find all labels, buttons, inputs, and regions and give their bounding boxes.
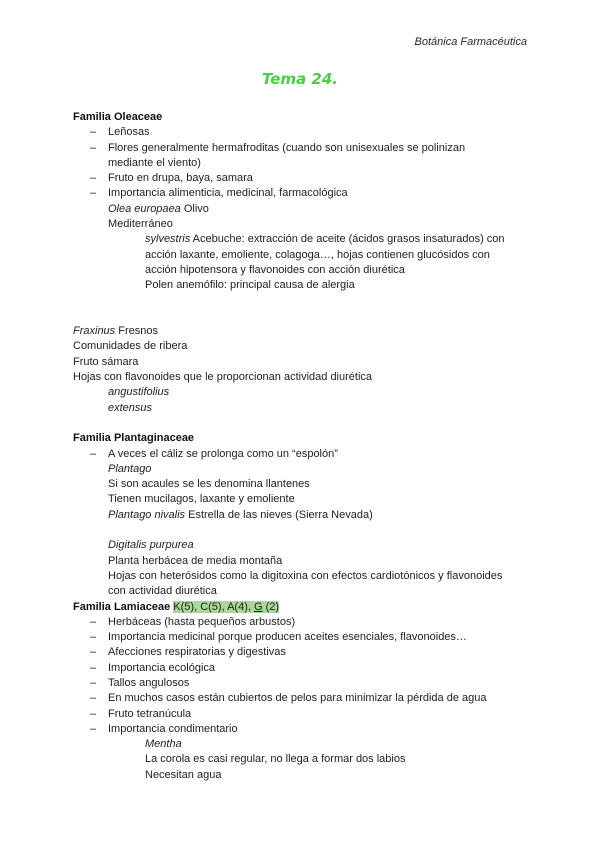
- list-item: – Importancia ecológica: [73, 661, 543, 676]
- text-line: Si son acaules se les denomina llantenes: [108, 478, 310, 491]
- text-line: Comunidades de ribera: [73, 340, 188, 353]
- text-line: Necesitan agua: [145, 768, 222, 781]
- list-item-continuation: mediante el viento): [108, 156, 201, 169]
- species-name: Plantago nivalis: [108, 508, 186, 521]
- text-line: Polen anemófilo: principal causa de alergia: [145, 279, 355, 292]
- floral-formula-highlight: K(5), C(5), A(4), G (2): [173, 600, 280, 613]
- variety-sylvestris: [73, 232, 543, 247]
- text-line: Tienen mucilagos, laxante y emoliente: [108, 493, 295, 506]
- species-name: Olea europaea: [108, 202, 181, 215]
- text-line: acción laxante, emoliente, colagoga…, hojas contienen glucósidos con: [145, 248, 490, 261]
- list-item: – En muchos casos están cubiertos de pelos para minimizar la pérdida de agua: [73, 691, 543, 706]
- genus-plantago: Plantago: [108, 462, 152, 475]
- family-name: Familia Lamiaceae: [73, 600, 171, 613]
- gynoecium-symbol: G: [253, 600, 263, 613]
- species-name: extensus: [108, 401, 153, 414]
- page-header: Botánica Farmacéutica: [414, 36, 527, 48]
- genus-mentha: Mentha: [145, 738, 182, 751]
- list-item: – Importancia condimentario: [73, 722, 543, 737]
- list-item: – Herbáceas (hasta pequeños arbustos): [73, 615, 543, 630]
- spacer: [73, 523, 543, 538]
- text-line: con actividad diurética: [108, 585, 217, 598]
- variety-name: sylvestris: [145, 233, 191, 246]
- species-digitalis: Digitalis purpurea: [108, 539, 194, 552]
- genus-fraxinus: [73, 324, 543, 339]
- text-line: Fruto sámara: [73, 355, 139, 368]
- list-item: – Fruto tetranúcula: [73, 707, 543, 722]
- text-line: Hojas con heterósidos como la digitoxina con efectos cardiotónicos y flavonoides: [108, 569, 503, 582]
- list-item: – Tallos angulosos: [73, 676, 543, 691]
- genus-common-name: Fresnos: [115, 325, 158, 338]
- list-item: – Flores generalmente hermafroditas (cuando son unisexuales se polinizan: [73, 141, 543, 156]
- list-item: – Importancia medicinal porque producen aceites esenciales, flavonoides…: [73, 630, 543, 645]
- list-item: – Afecciones respiratorias y digestivas: [73, 645, 543, 660]
- species-common-name: Estrella de las nieves (Sierra Nevada): [185, 508, 373, 521]
- document-body: [73, 110, 543, 783]
- section-heading-lamiaceae: [73, 600, 543, 615]
- text-line: La corola es casi regular, no llega a formar dos labios: [145, 753, 406, 766]
- genus-name: Fraxinus: [73, 325, 116, 338]
- species-common-name: Olivo: [180, 202, 209, 215]
- spacer: [73, 294, 543, 309]
- species-olea: [73, 202, 543, 217]
- spacer: [73, 416, 543, 431]
- text-line: Planta herbácea de media montaña: [108, 554, 283, 567]
- text-line: Hojas con flavonoides que le proporcionan actividad diurética: [73, 371, 373, 384]
- species-name: angustifolius: [108, 386, 170, 399]
- text-line: acción hipotensora y flavonoides con acción diurética: [145, 263, 405, 276]
- species-plantago-nivalis: [73, 508, 543, 523]
- variety-text: Acebuche: extracción de aceite (ácidos grasos insaturados) con: [190, 233, 505, 246]
- list-item: – A veces el cáliz se prolonga como un “espolón”: [73, 447, 543, 462]
- page-title: Tema 24.: [261, 70, 339, 88]
- list-item: – Leñosas: [73, 125, 543, 140]
- list-item: – Fruto en drupa, baya, samara: [73, 171, 543, 186]
- list-item: – Importancia alimenticia, medicinal, farmacológica: [73, 186, 543, 201]
- section-heading-plantaginaceae: Familia Plantaginaceae: [73, 432, 195, 445]
- spacer: [73, 309, 543, 324]
- region-text: Mediterráneo: [108, 218, 173, 231]
- section-heading-oleaceae: Familia Oleaceae: [73, 111, 163, 123]
